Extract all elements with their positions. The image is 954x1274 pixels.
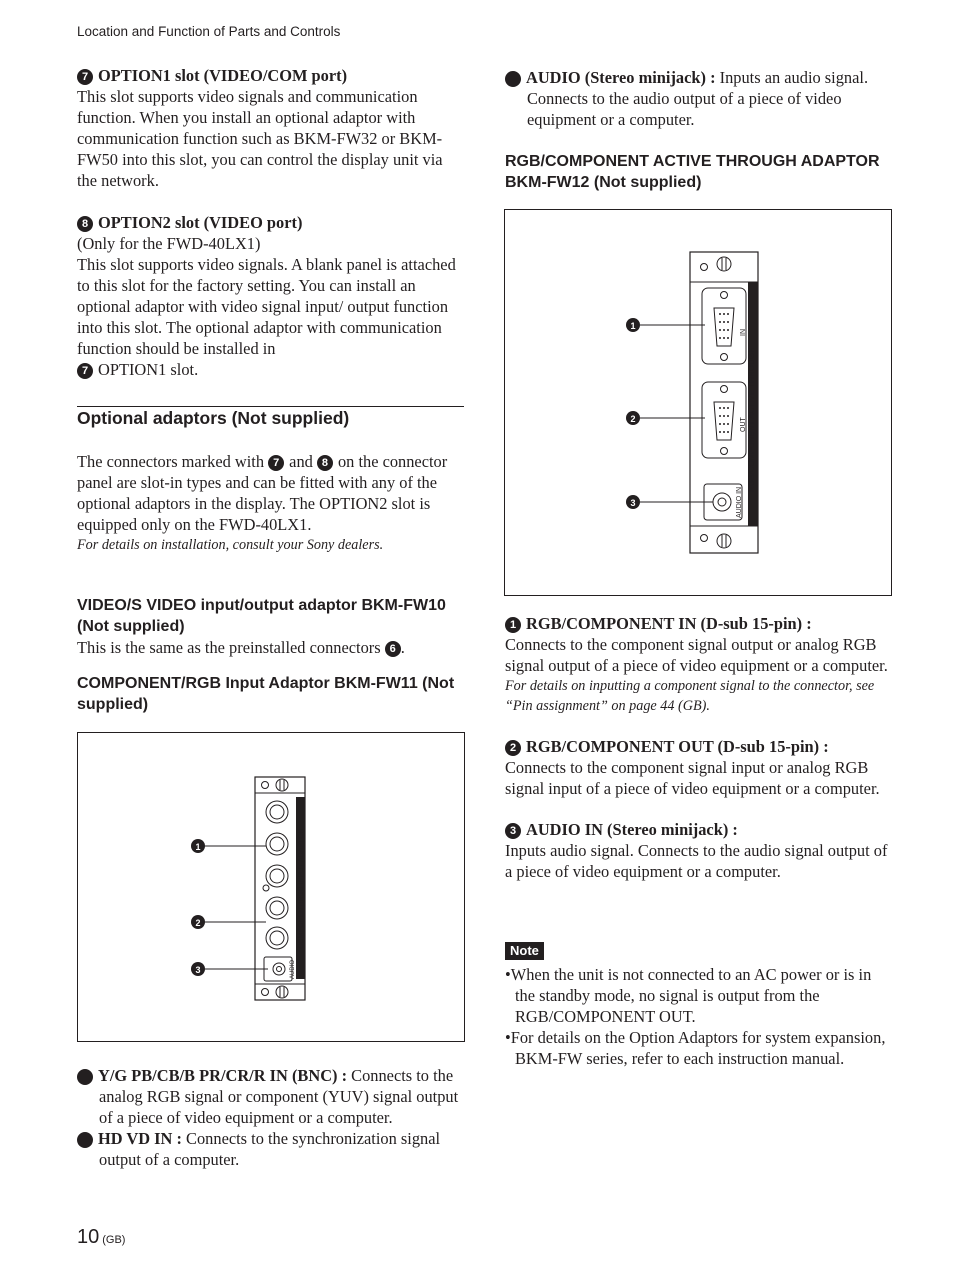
fw11-callout-2 — [191, 915, 205, 929]
fw12-item-1: 1 RGB/COMPONENT IN (D-sub 15-pin) : Connects to the component signal output or analog RGB signal output of a piece of video equipment or a computer. For details on inputting a component signal to the connector, see “Pin assignment” on page 44 (GB). — [505, 614, 888, 714]
callout-number: 1 — [77, 1069, 93, 1085]
fw12-callout-2 — [626, 411, 640, 425]
optional-adaptors-intro: The connectors marked with 7 and 8 on the connector panel are slot-in types and can be fitted with any of the optional adaptors in the display. The OPTION2 slot is equipped only on the FWD-40LX1. For details on installation, consult your Sony dealers. — [77, 451, 464, 555]
callout-number: 3 — [505, 823, 521, 839]
note-bullet: •For details on the Option Adaptors for system expansion, BKM-FW series, refer to each instruction manual. — [505, 1028, 886, 1068]
right-audio-item: 3 AUDIO (Stereo minijack) : Inputs an audio signal. Connects to the audio output of a piece of video equipment or a computer. — [498, 68, 869, 129]
option2-section — [77, 212, 464, 380]
fw11-callout-3 — [191, 962, 205, 976]
installation-note: For details on installation, consult your Sony dealers. — [77, 537, 384, 553]
svg-text:2: 2 — [630, 414, 636, 424]
fw11-panel-diagram — [78, 733, 464, 1041]
callout-number: 7 — [77, 69, 93, 85]
fw11-panel-label: COMPONENT/RGB INPUT ADAPTOR — [298, 828, 305, 949]
option1-section — [77, 65, 464, 191]
svg-text:1: 1 — [195, 842, 201, 852]
fw12-panel-label: RGB/COMPONENT ACTIVE THROUGH — [747, 347, 756, 492]
svg-text:2: 2 — [195, 918, 201, 928]
option2-body: This slot supports video signals. A blank panel is attached to this slot for the factory setting. You can install an optional adaptor with video signal input/ output function into this slot. The optional adaptor with communication function should be installed in — [77, 255, 456, 358]
option2-tail: OPTION1 slot. — [98, 360, 199, 379]
fw10-section: VIDEO/S VIDEO input/output adaptor BKM-FW10 (Not supplied) This is the same as the preinstalled connectors 6 . — [77, 595, 464, 658]
callout-number: 7 — [77, 363, 93, 379]
fw11-items — [70, 1065, 464, 1170]
note-badge: Note — [505, 942, 544, 960]
note-list — [505, 964, 891, 1069]
callout-number: 7 — [268, 455, 284, 471]
fw12-title: RGB/COMPONENT ACTIVE THROUGH ADAPTOR BKM-FW12 (Not supplied) — [505, 153, 880, 191]
fw12-audio-label: AUDIO IN — [736, 486, 743, 518]
callout-number: 6 — [385, 641, 401, 657]
fw12-panel-diagram — [505, 210, 891, 595]
svg-text:3: 3 — [195, 965, 201, 975]
callout-number: 2 — [505, 740, 521, 756]
fw11-item-1: 1 Y/G PB/CB/B PR/CR/R IN (BNC) : Connects to the analog RGB signal or component (YUV) signal output of a piece of video equipment or a computer. — [70, 1066, 459, 1127]
fw12-in-label: IN — [740, 329, 747, 336]
fw11-figure — [77, 732, 465, 1042]
fw11-callout-1 — [191, 839, 205, 853]
page-number: 10 (GB) — [77, 1226, 126, 1248]
option1-title: OPTION1 slot (VIDEO/COM port) — [98, 66, 348, 85]
callout-number: 1 — [505, 617, 521, 633]
fw11-audio-label: AUDIO — [290, 959, 296, 979]
fw12-out-label: OUT — [740, 417, 747, 432]
callout-number: 8 — [317, 455, 333, 471]
callout-number: 2 — [77, 1132, 93, 1148]
section-rule — [77, 406, 464, 407]
running-header: Location and Function of Parts and Controls — [77, 24, 341, 39]
note-bullet: •When the unit is not connected to an AC power or is in the standby mode, no signal is output from the RGB/COMPONENT OUT. — [505, 965, 872, 1026]
option2-subtitle: (Only for the FWD-40LX1) — [77, 234, 261, 253]
option2-title: OPTION2 slot (VIDEO port) — [98, 213, 303, 232]
fw12-figure — [504, 209, 892, 596]
fw12-item-3: 3 AUDIO IN (Stereo minijack) : Inputs audio signal. Connects to the audio signal output of a piece of video equipment or a computer. — [505, 820, 888, 881]
fw11-title: COMPONENT/RGB Input Adaptor BKM-FW11 (Not supplied) — [77, 675, 455, 713]
fw12-callout-3 — [626, 495, 640, 509]
fw12-items — [505, 613, 891, 882]
svg-text:1: 1 — [630, 321, 636, 331]
callout-number: 3 — [505, 71, 521, 87]
option1-body: This slot supports video signals and communication function. When you install an optional adaptor with communication function such as BKM-FW32 or BKM-FW50 into this slot, you can control the display unit via the network. — [77, 87, 443, 190]
callout-number: 8 — [77, 216, 93, 232]
svg-text:3: 3 — [630, 498, 636, 508]
fw10-title: VIDEO/S VIDEO input/output adaptor BKM-FW10 (Not supplied) — [77, 597, 446, 635]
fw12-callout-1 — [626, 318, 640, 332]
fw11-item-2: 2 HD VD IN : Connects to the synchronization signal output of a computer. — [70, 1129, 441, 1169]
section-title-optional-adaptors: Optional adaptors (Not supplied) — [77, 408, 350, 428]
fw12-item-2: 2 RGB/COMPONENT OUT (D-sub 15-pin) : Connects to the component signal input or analog RGB signal input of a piece of video equipment or a computer. — [505, 737, 880, 798]
left-column — [77, 65, 464, 380]
fw10-body: This is the same as the preinstalled connectors — [77, 638, 381, 657]
